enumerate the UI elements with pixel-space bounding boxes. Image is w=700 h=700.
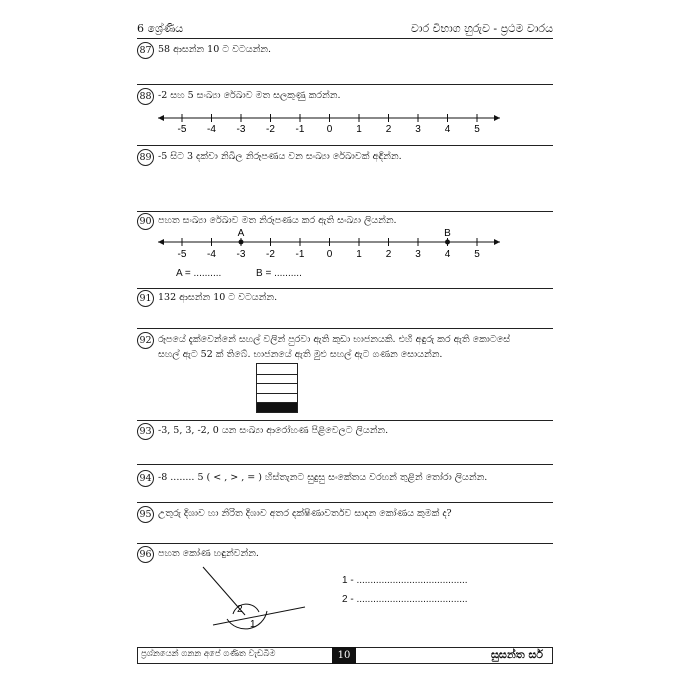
tick-label: 3	[415, 249, 421, 260]
divider	[137, 420, 553, 421]
point-label: A	[237, 228, 245, 239]
container-part	[257, 383, 297, 393]
tick-label: 5	[474, 124, 480, 135]
number-line-q90	[150, 228, 520, 262]
divider	[137, 464, 553, 465]
tick-label: 0	[326, 124, 333, 135]
arrow-right	[494, 239, 500, 245]
divider	[137, 543, 553, 544]
question-text: -3, 5, 3, -2, 0 යන සංඛ්‍යා ආරෝහණ පිළිවෙලට ලියන්න.	[158, 425, 389, 436]
header-rule	[137, 38, 553, 39]
question-number: 91	[137, 290, 154, 307]
tick-label: 4	[444, 249, 451, 260]
divider	[137, 145, 553, 146]
arrow-left	[158, 115, 164, 121]
angle-label-2: 2	[237, 604, 243, 615]
divider	[137, 502, 553, 503]
tick-label: 1	[356, 249, 362, 260]
question-text: -5 සිට 3 දක්වා නිඛිල නිරූපණය වන සංඛ්‍යා රේඛාවක් අඳින්න.	[158, 151, 402, 162]
tick-label: 5	[474, 249, 480, 260]
question-number: 89	[137, 149, 154, 166]
tick-label: -4	[207, 124, 216, 135]
tick-label: -4	[207, 249, 216, 260]
number-line-q88	[150, 110, 520, 140]
answer-angle-2: 2 - ........................................	[342, 594, 468, 605]
question-number: 92	[137, 332, 154, 349]
tick-label: -2	[266, 124, 275, 135]
point-marker	[239, 240, 244, 245]
divider	[137, 288, 553, 289]
question-number: 96	[137, 546, 154, 563]
container-part	[257, 374, 297, 384]
question-text: පහත සංඛ්‍යා රේඛාව මත නිරූපණය කර ඇති සංඛ්‍යා ලියන්න.	[158, 215, 397, 226]
container-part	[257, 393, 297, 403]
question-text-line1: රූපයේ දැක්වෙන්නේ සහල් වලින් පුරවා ඇති කුඩා භාජනයකි. එහි අඳුරු කර ඇති කොටසේ	[158, 334, 511, 345]
tick-label: -1	[295, 249, 305, 260]
answer-a: A = ..........	[176, 268, 222, 279]
question-text: 132 ආසන්න 10 ට වටයන්න.	[158, 292, 278, 303]
tick-label: -5	[177, 124, 187, 135]
tick-label: 2	[385, 249, 392, 260]
question-number: 94	[137, 470, 154, 487]
point-marker	[445, 240, 450, 245]
divider	[137, 328, 553, 329]
container-part	[257, 364, 297, 374]
tick-label: 0	[326, 249, 333, 260]
header-title: වාර විභාග හුරුව - ප්‍රථම වාරය	[410, 22, 553, 35]
question-text: උතුරු දිශාව හා නිරිත දිශාව අතර දක්ෂිණාවර්තව සාදන කෝණය කුමක් ද?	[158, 508, 452, 519]
tick-label: -3	[236, 124, 246, 135]
question-text-line2: සහල් ඇට 52 ක් තිබේ. භාජනයේ ඇති මුළු සහල් ඇට ගණන සොයන්න.	[158, 349, 443, 360]
shaded-part	[257, 402, 297, 412]
angle-base-line	[213, 607, 305, 625]
divider	[137, 211, 553, 212]
arrow-right	[494, 115, 500, 121]
page-number: 10	[332, 647, 356, 664]
tick-label: 2	[385, 124, 392, 135]
angle-diagram	[195, 555, 315, 635]
tick-label: 4	[444, 124, 451, 135]
answer-angle-1: 1 - ........................................	[342, 575, 468, 586]
answer-b: B = ..........	[256, 268, 302, 279]
question-number: 93	[137, 423, 154, 440]
angle-label-1: 1	[250, 619, 256, 630]
question-text: 58 ආසන්න 10 ට වටයන්න.	[158, 44, 272, 55]
point-label: B	[444, 228, 451, 239]
question-number: 95	[137, 506, 154, 523]
question-number: 90	[137, 213, 154, 230]
tick-label: 3	[415, 124, 421, 135]
question-text: -2 සහ 5 සංඛ්‍යා රේඛාව මත සලකුණු කරන්න.	[158, 90, 341, 101]
tick-label: -1	[295, 124, 305, 135]
footer-author: සුසන්ත සර්	[491, 648, 544, 661]
question-text: -8 ........ 5 ( < , > , = ) හිස්තැනට සුදුසු සංකේතය වරහන් තුළින් තෝරා ලියන්න.	[158, 472, 488, 483]
footer-left: ප්‍රශ්නයෙන් ගනන අපේ ගණිත වැඩබිම	[141, 649, 276, 659]
divider	[137, 84, 553, 85]
question-number: 87	[137, 42, 154, 59]
header-grade: 6 ශ්‍රේණිය	[137, 22, 184, 35]
tick-label: -3	[236, 249, 246, 260]
tick-label: -2	[266, 249, 275, 260]
rice-container	[256, 363, 298, 413]
question-number: 88	[137, 88, 154, 105]
question-text: පහත කෝණ හඳුන්වන්න.	[158, 548, 259, 559]
tick-label: 1	[356, 124, 362, 135]
tick-label: -5	[177, 249, 187, 260]
arrow-left	[158, 239, 164, 245]
